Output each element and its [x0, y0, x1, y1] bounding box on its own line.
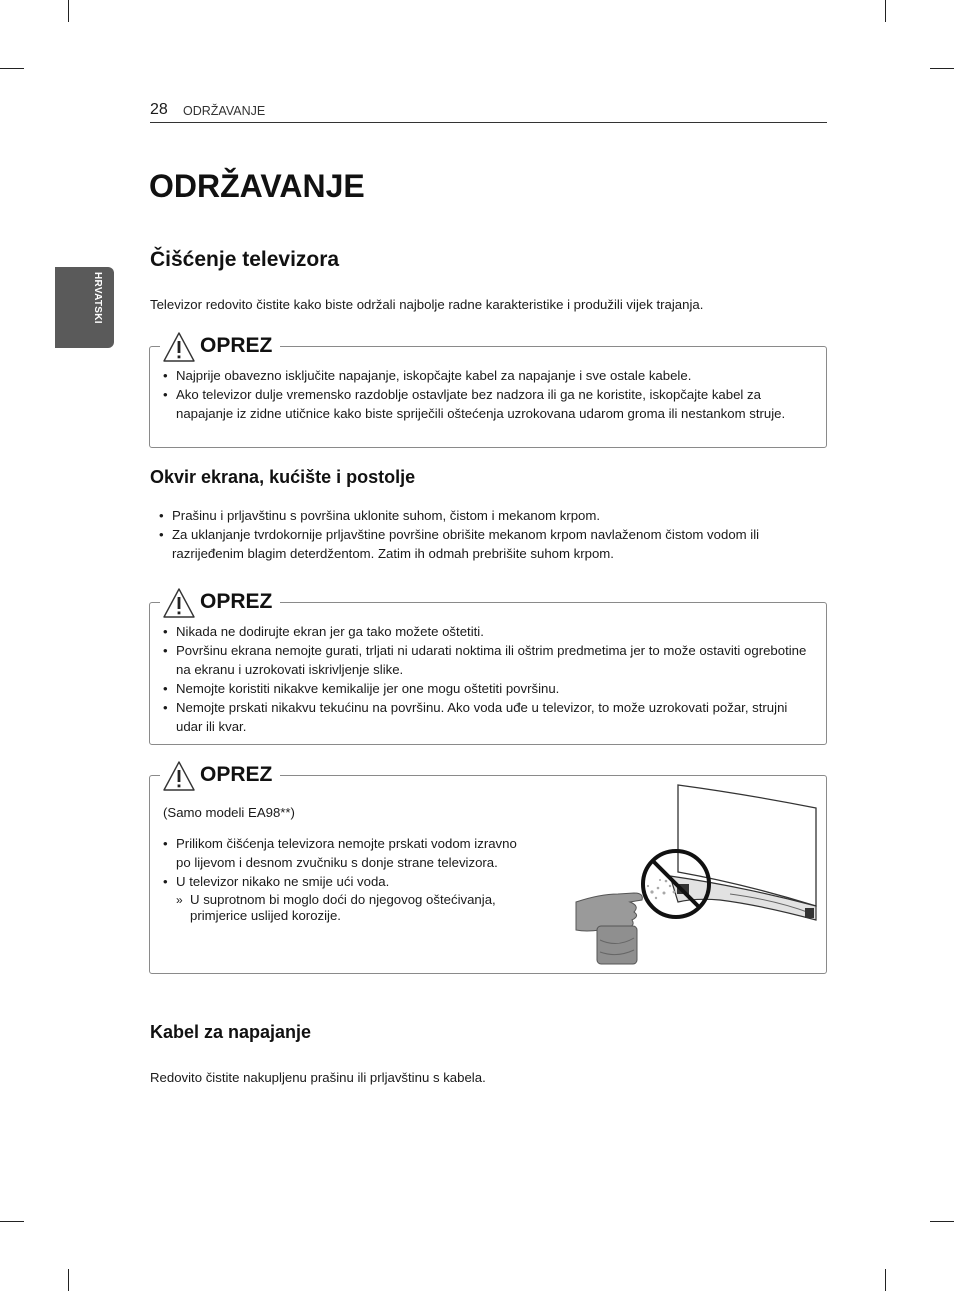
caution-header — [160, 579, 280, 619]
list-item: • Prašinu i prljavštinu s površina uklonite suhom, čistom i mekanom krpom. — [159, 506, 824, 525]
hand — [576, 893, 642, 931]
spray-bottle — [597, 926, 637, 964]
language-tab — [55, 267, 114, 348]
list-item — [163, 872, 528, 924]
running-header-title: ODRŽAVANJE — [183, 104, 266, 118]
caution-header — [160, 752, 280, 792]
caution-list — [163, 834, 528, 924]
list-item: • Najprije obavezno isključite napajanje, iskopčajte kabel za napajanje i sve ostale kabele. — [163, 366, 813, 385]
caution-label: OPREZ — [200, 763, 273, 786]
section-title-frame: Okvir ekrana, kućište i postolje — [150, 467, 416, 487]
spray-mist — [647, 879, 676, 899]
list-item: • Ako televizor dulje vremensko razdoblje ostavljate bez nadzora ili ga ne koristite, iskopčajte kabel za napajanje iz zidne utičnice kako biste spriječili oštećenja uzrokovana udarom groma ili nestankom struje. — [163, 385, 813, 423]
crop-mark — [930, 68, 954, 69]
crop-mark — [0, 68, 24, 69]
caution-label: OPREZ — [200, 590, 273, 613]
spray-illustration — [570, 780, 822, 970]
section-title-cable: Kabel za napajanje — [150, 1022, 312, 1042]
list-item: • Nikada ne dodirujte ekran jer ga tako možete oštetiti. — [163, 622, 813, 641]
page-number: 28 — [150, 101, 168, 118]
caution-header — [160, 323, 280, 363]
page-title: ODRŽAVANJE — [149, 168, 365, 204]
frame-list — [159, 506, 824, 563]
crop-mark — [930, 1221, 954, 1222]
list-item: • Površinu ekrana nemojte gurati, trljati ni udarati noktima ili oštrim predmetima jer to može ostaviti ogrebotine na ekranu i uzrokovati iskrivljenje slike. — [163, 641, 813, 679]
list-item: • Za uklanjanje tvrdokornije prljavštine površine obrišite mekanom krpom navlaženom čistom vodom ili razrijeđenim blagim deterdžentom. Zatim ih odmah prebrišite suhom krpom. — [159, 525, 824, 563]
warning-triangle-icon — [162, 587, 196, 619]
warning-triangle-icon — [162, 760, 196, 792]
crop-mark — [68, 0, 69, 22]
caution-label: OPREZ — [200, 334, 273, 357]
sub-list-item: » U suprotnom bi moglo doći do njegovog oštećivanja, primjerice uslijed korozije. — [176, 892, 528, 924]
crop-mark — [885, 1269, 886, 1291]
cable-text: Redovito čistite nakupljenu prašinu ili prljavštinu s kabela. — [150, 1070, 486, 1085]
section-title-cleaning: Čišćenje televizora — [150, 248, 340, 271]
cleaning-intro: Televizor redovito čistite kako biste održali najbolje radne karakteristike i produžili vijek trajanja. — [150, 297, 704, 312]
crop-mark — [68, 1269, 69, 1291]
model-note: (Samo modeli EA98**) — [163, 805, 295, 820]
caution-box-power — [149, 334, 827, 448]
list-item-text: U televizor nikako ne smije ući voda. — [176, 874, 390, 889]
sub-list — [176, 892, 528, 924]
crop-mark — [885, 0, 886, 22]
list-item: • Prilikom čišćenja televizora nemojte prskati vodom izravno po lijevom i desnom zvučniku s donje strane televizora. — [163, 834, 528, 872]
running-header — [150, 100, 827, 123]
list-item: • Nemojte prskati nikakvu tekućinu na površinu. Ako voda uđe u televizor, to može uzrokovati požar, strujni udar ili kvar. — [163, 698, 813, 736]
caution-list — [163, 366, 813, 423]
list-item: • Nemojte koristiti nikakve kemikalije jer one mogu oštetiti površinu. — [163, 679, 813, 698]
caution-box-speakers — [149, 763, 827, 974]
caution-list — [163, 622, 813, 736]
language-tab-label: HRVATSKI — [92, 272, 103, 324]
crop-mark — [0, 1221, 24, 1222]
warning-triangle-icon — [162, 331, 196, 363]
caution-box-screen — [149, 590, 827, 745]
